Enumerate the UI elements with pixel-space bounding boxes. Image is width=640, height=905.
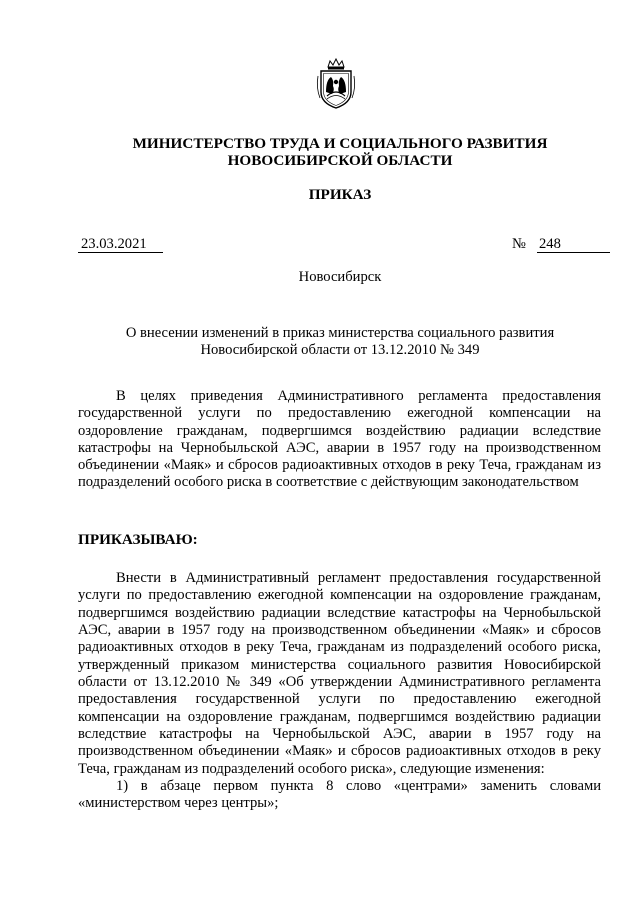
ministry-name-line1: МИНИСТЕРСТВО ТРУДА И СОЦИАЛЬНОГО РАЗВИТИЯ — [132, 135, 548, 152]
coat-of-arms-icon — [313, 58, 359, 110]
preamble-paragraph: В целях приведения Административного регламента предоставления государственной услуги по предоставлению ежегодной компенсации на оздоровление гражданам, подвергшимся воздействию радиации вследствие катастрофы на Чернобыльской АЭС, аварии в 1957 году на производственном объединении «Маяк» и сбросов радиоактивных отходов в реку Теча, гражданам из подразделений особого риска в соответствие с действующим законодательством — [78, 388, 601, 491]
order-subject-line2: Новосибирской области от 13.12.2010 № 349 — [200, 342, 480, 358]
order-number: 248 — [537, 236, 610, 253]
order-subject — [90, 325, 590, 359]
document-type: ПРИКАЗ — [308, 186, 372, 203]
city: Новосибирск — [298, 269, 382, 285]
ministry-name — [60, 135, 620, 169]
order-directive-word: ПРИКАЗЫВАЮ: — [78, 531, 198, 548]
number-sign: № — [512, 236, 526, 252]
list-item: 1) в абзаце первом пункта 8 слово «центрами» заменить словами «министерством через центры»; — [78, 778, 601, 812]
ministry-name-line2: НОВОСИБИРСКОЙ ОБЛАСТИ — [227, 152, 453, 169]
order-subject-line1: О внесении изменений в приказ министерства социального развития — [125, 325, 555, 341]
body-paragraph: Внести в Административный регламент предоставления государственной услуги по предоставлению ежегодной компенсации на оздоровление гражданам, подвергшимся воздействию радиации вследствие катастрофы на Чернобыльской АЭС, аварии в 1957 году на производственном объединении «Маяк» и сбросов радиоактивных отходов в реку Теча, гражданам из подразделений особого риска, утвержденный приказом министерства социального развития Новосибирской области от 13.12.2010 № 349 «Об утверждении Административного регламента предоставления государственной услуги по предоставлению ежегодной компенсации на оздоровление гражданам, подвергшимся воздействию радиации вследствие катастрофы на Чернобыльской АЭС, аварии в 1957 году на производственном объединении «Маяк» и сбросов радиоактивных отходов в реку Теча, гражданам из подразделений особого риска», следующие изменения: — [78, 570, 601, 777]
order-date: 23.03.2021 — [78, 236, 163, 253]
